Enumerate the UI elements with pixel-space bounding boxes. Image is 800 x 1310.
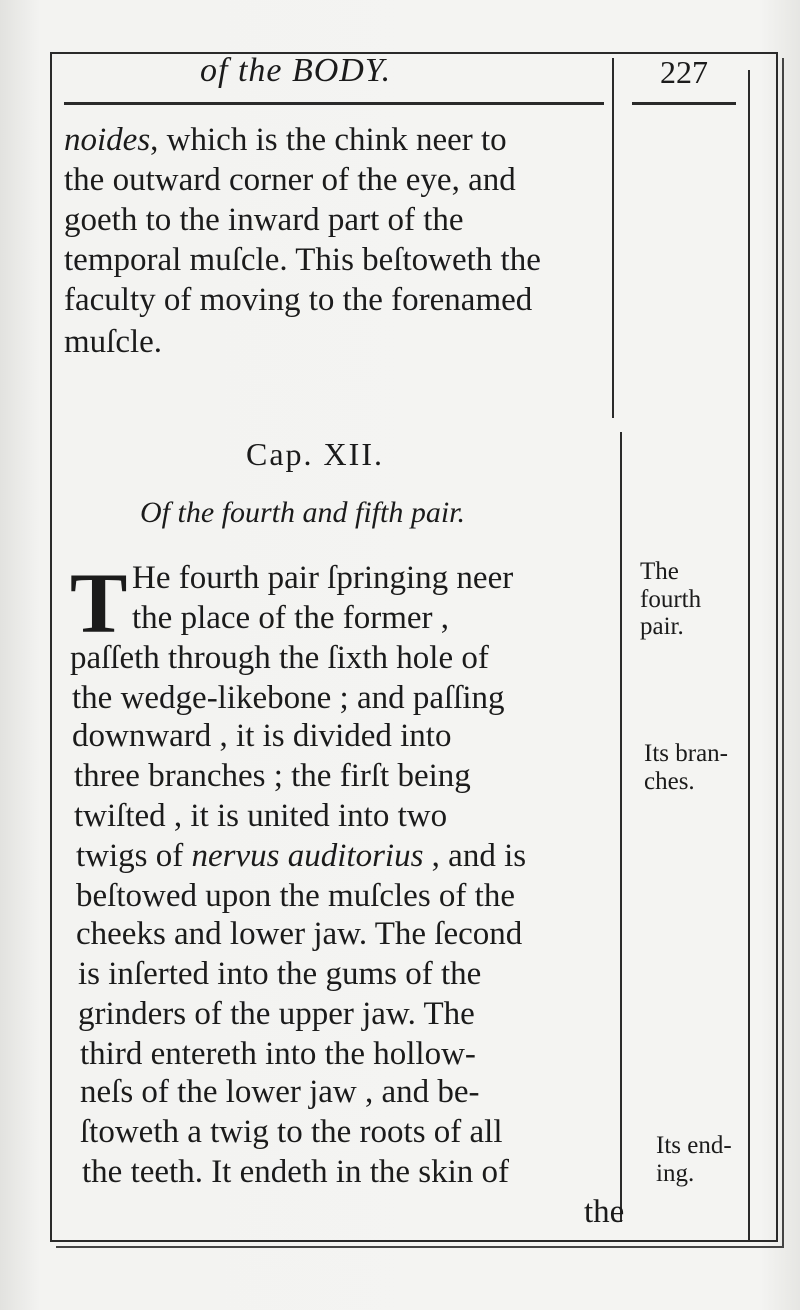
text-line: grinders of the upper jaw. The: [78, 996, 475, 1032]
text-line: the teeth. It endeth in the skin of: [82, 1154, 510, 1190]
text-line: twiſted , it is united into two: [74, 798, 448, 834]
column-divider-bottom: [620, 432, 622, 1222]
text-line: the wedge-likebone ; and paſſing: [72, 680, 505, 716]
text-line: the place of the former ,: [132, 600, 450, 636]
text-line: is inſerted into the gums of the: [78, 956, 482, 992]
text-line: ſtoweth a twig to the roots of all: [80, 1114, 503, 1150]
text-line: neſs of the lower jaw , and be-: [80, 1074, 480, 1110]
text-line: third entereth into the hollow-: [80, 1036, 476, 1072]
text-line: downward , it is divided into: [72, 718, 452, 754]
chapter-title: Cap. XII.: [246, 436, 384, 472]
text-line: twigs of nervus auditorius , and is: [76, 838, 527, 874]
header-rule: [64, 102, 604, 105]
text-line: paſſeth through the ſixth hole of: [70, 640, 489, 676]
margin-note-ending: Its end- ing.: [656, 1132, 732, 1187]
chapter-subtitle: Of the fourth and fifth pair.: [140, 496, 466, 529]
italic-term: nervus auditorius: [191, 838, 424, 874]
header-rule-margin: [632, 102, 736, 105]
text-line: He fourth pair ſpringing neer: [132, 560, 514, 596]
running-head: of the BODY.: [200, 52, 392, 89]
text-line: muſcle.: [64, 324, 163, 360]
text-line: the: [584, 1194, 625, 1230]
text-line: goeth to the inward part of the: [64, 202, 464, 238]
text-line: the outward corner of the eye, and: [64, 162, 516, 198]
column-divider-top: [612, 58, 614, 418]
text-line: noides, which is the chink neer to: [64, 122, 507, 158]
text-line: temporal muſcle. This beſtoweth the: [64, 242, 541, 278]
text-line: beſtowed upon the muſcles of the: [76, 878, 515, 914]
italic-word: noides: [64, 122, 151, 158]
margin-note-fourth-pair: The fourth pair.: [640, 558, 702, 640]
text-line: cheeks and lower jaw. The ſecond: [76, 916, 523, 952]
outer-margin-line: [748, 70, 750, 1240]
drop-cap: T: [70, 555, 128, 651]
text-line: three branches ; the firſt being: [74, 758, 471, 794]
page-number: 227: [660, 54, 708, 90]
text-line: faculty of moving to the forenamed: [64, 282, 533, 318]
margin-note-branches: Its bran- ches.: [644, 740, 728, 795]
